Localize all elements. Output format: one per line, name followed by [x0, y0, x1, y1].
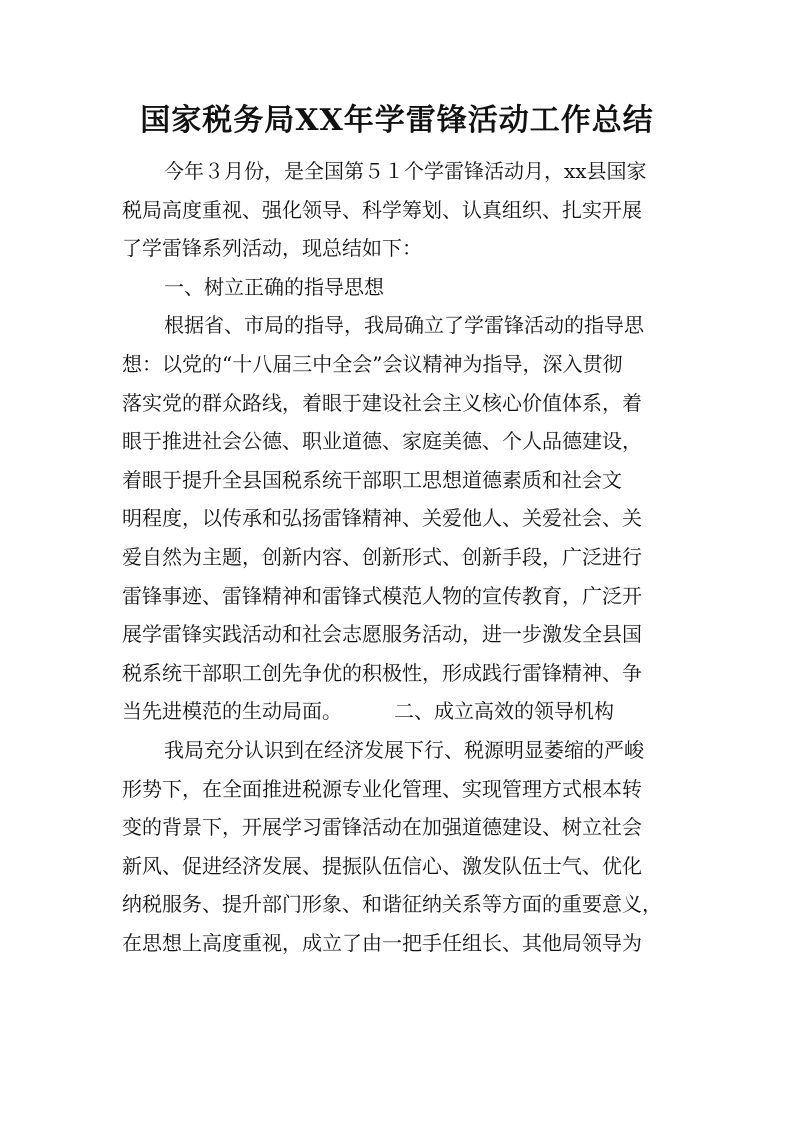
paragraph-line: 当先进模范的生动局面。 [122, 699, 342, 724]
section-heading: 一、树立正确的指导思想 [164, 274, 384, 299]
paragraph-line: 着眼于提升全县国税系统干部职工思想道德素质和社会文 [122, 467, 622, 492]
paragraph-line: 雷锋事迹、雷锋精神和雷锋式模范人物的宣传教育，广泛开 [122, 583, 642, 608]
paragraph-line: 了学雷锋系列活动，现总结如下： [122, 236, 422, 261]
paragraph-line: 税系统干部职工创先争优的积极性，形成践行雷锋精神、争 [122, 660, 642, 685]
paragraph-line: 变的背景下，开展学习雷锋活动在加强道德建设、树立社会 [122, 815, 642, 840]
paragraph-line: 纳税服务、提升部门形象、和谐征纳关系等方面的重要意义， [122, 892, 662, 917]
paragraph-line: 落实党的群众路线，着眼于建设社会主义核心价值体系，着 [122, 390, 642, 415]
paragraph-line: 眼于推进社会公德、职业道德、家庭美德、个人品德建设， [122, 429, 642, 454]
paragraph-line: 新风、促进经济发展、提振队伍信心、激发队伍士气、优化 [122, 853, 642, 878]
paragraph-line: 明程度，以传承和弘扬雷锋精神、关爱他人、关爱社会、关 [122, 506, 642, 531]
paragraph-line: 形势下，在全面推进税源专业化管理、实现管理方式根本转 [122, 776, 642, 801]
paragraph-line: 爱自然为主题，创新内容、创新形式、创新手段，广泛进行 [122, 544, 642, 569]
document-title: 国家税务局XX年学雷锋活动工作总结 [140, 103, 654, 138]
paragraph-line: 税局高度重视、强化领导、科学筹划、认真组织、扎实开展 [122, 197, 642, 222]
paragraph-line: 在思想上高度重视，成立了由一把手任组长、其他局领导为 [122, 930, 642, 955]
section-heading: 二、成立高效的领导机构 [394, 699, 614, 724]
document-body [122, 152, 682, 962]
paragraph-line: 我局充分认识到在经济发展下行、税源明显萎缩的严峻 [164, 737, 644, 762]
paragraph-line-with-heading [122, 692, 682, 731]
paragraph-line: 根据省、市局的指导，我局确立了学雷锋活动的指导思 [164, 313, 644, 338]
paragraph-line: 想：以党的“十八届三中全会”会议精神为指导，深入贯彻 [122, 351, 623, 376]
paragraph-line: 展学雷锋实践活动和社会志愿服务活动，进一步激发全县国 [122, 622, 642, 647]
paragraph-line: 今年３月份，是全国第５１个学雷锋活动月，xx县国家 [164, 159, 647, 183]
